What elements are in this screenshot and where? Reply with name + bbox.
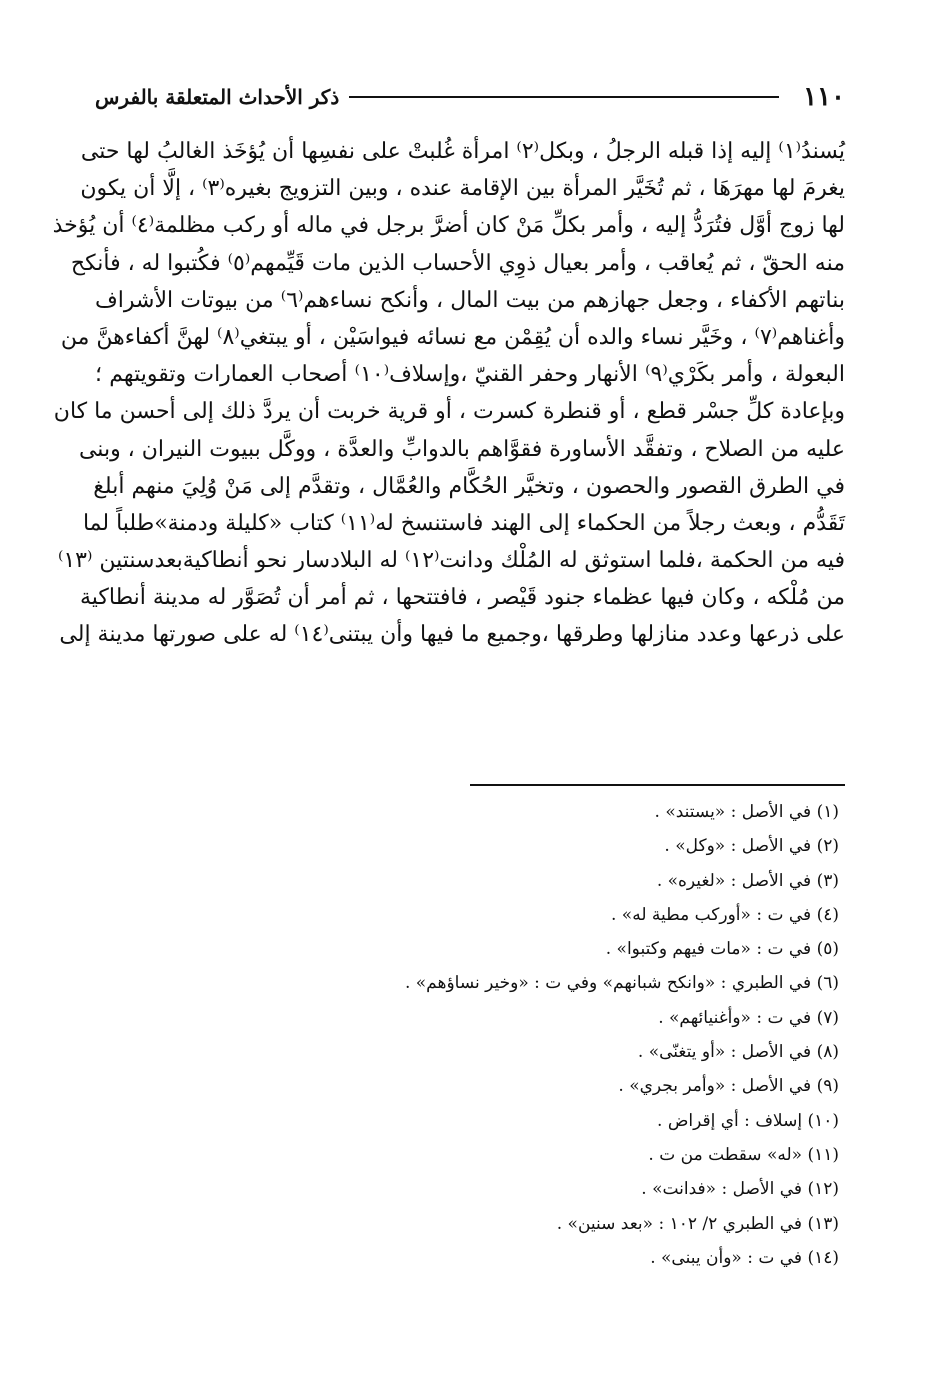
footnote: (٦) في الطبري : «وانكح شبانهم» وفي ت : «وخير نساؤهم» .: [404, 973, 839, 994]
text-line: يغرمَ لها مهرَهَا ، ثم تُخَيَّر المرأة بين الإقامة عنده ، وبين التزويج بغيره⁽٣⁾ ، إلَّا أن يكون: [80, 176, 845, 202]
text-line: عليه من الصلاح ، وتفقَّد الأساورة فقوَّاهم بالدوابِّ والعدَّة ، ووكَّل ببيوت النيران ، وبنى: [78, 436, 845, 462]
footnotes: [95, 795, 845, 1275]
text-line: لها زوج أوَّل فتُرَدُّ إليه ، وأمر بكلِّ مَنْ كان أضرَّ برجل في ماله أو ركب مظلمة⁽٤⁾ أن يُؤخذ: [52, 213, 845, 239]
page-header: [95, 80, 845, 114]
footnote: (٥) في ت : «مات فيهم وكتبوا» .: [605, 939, 839, 960]
running-title: ذكر الأحداث المتعلقة بالفرس: [95, 85, 340, 109]
header-rule: [349, 96, 779, 98]
footnote-separator: [470, 784, 845, 786]
footnote: (١٤) في ت : «وأن يبنى» .: [650, 1247, 839, 1268]
text-line: من مُلْكه ، وكان فيها عظماء جنود قَيْصر ، فافتتحها ، ثم أمر أن تُصَوَّر له مدينة أنطاكية: [80, 585, 845, 611]
text-line: منه الحقّ ، ثم يُعاقب ، وأمر بعيال ذوِي الأحساب الذين مات قَيِّمهم⁽٥⁾ فكُتبوا له ، فأنكح: [70, 250, 845, 276]
main-text: [52, 133, 845, 654]
text-line: وبإعادة كلِّ جسْر قطع ، أو قنطرة كسرت ، أو قرية خربت أن يردَّ ذلك إلى أحسن ما كان: [53, 399, 845, 425]
text-line: تَقَدُّم ، وبعث رجلاً من الحكماء إلى الهند فاستنسخ له⁽١١⁾ كتاب «كليلة ودمنة»طلباً لما: [82, 510, 845, 536]
text-line: بناتهم الأكفاء ، وجعل جهازهم من بيت المال ، وأنكح نساءهم⁽٦⁾ من بيوتات الأشراف: [95, 287, 845, 313]
footnote: (٤) في ت : «أوركب مطية له» .: [611, 904, 839, 925]
footnote: (٨) في الأصل : «أو يتغنّى» .: [637, 1042, 839, 1063]
footnote: (١) في الأصل : «يستند» .: [654, 802, 839, 822]
text-line: البعولة ، وأمر بكَرْي⁽٩⁾ الأنهار وحفر القنيّ ،وإسلاف⁽١٠⁾ أصحاب العمارات وتقويتهم ؛: [95, 362, 845, 388]
footnote: (١١) «له» سقطت من ت .: [648, 1144, 839, 1165]
footnote: (٢) في الأصل : «وكل» .: [664, 836, 839, 857]
page-number: ١١٠: [803, 82, 845, 112]
text-line: وأغناهم⁽٧⁾ ، وخَيَّر نساء والده أن يُقِمْن مع نسائه فيواسَيْن ، أو يبتغي⁽٨⁾ لهنَّ أكفاءهنَّ من: [60, 324, 845, 350]
text-line: يُسندُ⁽١⁾ إليه إذا قبله الرجلُ ، وبكل⁽٢⁾ امرأة غُلبتْ على نفسِها أن يُؤخَذ الغالبُ لها حتى: [80, 139, 845, 164]
text-line: فيه من الحكمة ،فلما استوثق له المُلْك ودانت⁽١٢⁾ له البلادسار نحو أنطاكيةبعدسنتين ⁽١٣⁾: [57, 548, 845, 574]
footnote: (١٠) إسلاف : أي إقراض .: [657, 1110, 839, 1131]
footnote: (١٢) في الأصل : «فدانت» .: [641, 1179, 839, 1200]
footnote: (٧) في ت : «وأغنيائهم» .: [658, 1007, 839, 1028]
footnote: (٩) في الأصل : «وأمر بجري» .: [618, 1076, 839, 1097]
footnote: (٣) في الأصل : «لغيره» .: [656, 870, 839, 891]
text-line: في الطرق القصور والحصون ، وتخيَّر الحُكَّام والعُمَّال ، وتقدَّم إلى مَنْ وُلِيَ منهم أبلغ: [93, 473, 845, 499]
footnote: (١٣) في الطبري ٢/ ١٠٢ : «بعد سنين» .: [556, 1213, 839, 1234]
text-line: على ذرعها وعدد منازلها وطرقها ،وجميع ما فيها وأن يبتنى⁽١٤⁾ له على صورتها مدينة إلى: [59, 622, 845, 648]
